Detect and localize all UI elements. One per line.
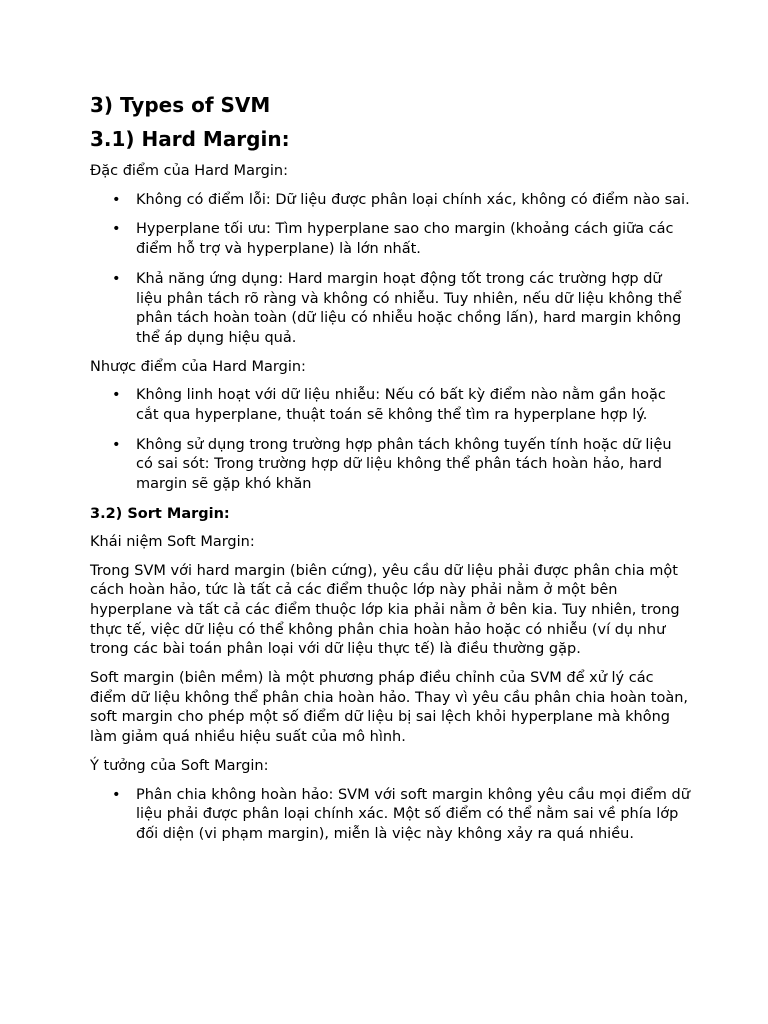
list-item: • Không linh hoạt với dữ liệu nhiễu: Nếu có bất kỳ điểm nào nằm gần hoặc cắt qua hyperplane, thuật toán sẽ không thể tìm ra hyperplane hợp lý.	[112, 387, 666, 424]
list-item: • Khả năng ứng dụng: Hard margin hoạt động tốt trong các trường hợp dữ liệu phân tách rõ ràng và không có nhiễu. Tuy nhiên, nếu dữ liệu không thể phân tách hoàn toàn (dữ liệu có nhiễu hoặc chồng lấn), hard margin không thể áp dụng hiệu quả.	[112, 270, 682, 346]
document-page	[90, 92, 690, 854]
soft-margin-paragraph-1: Trong SVM với hard margin (biên cứng), yêu cầu dữ liệu phải được phân chia một cách hoàn hảo, tức là tất cả các điểm thuộc lớp này phải nằm ở một bên hyperplane và tất cả các điểm thuộc lớp kia phải nằm ở bên kia. Tuy nhiên, trong thực tế, việc dữ liệu có thể không phân chia hoàn hảo hoặc có nhiễu (ví dụ như trong các bài toán phân loại với dữ liệu thực tế) là điều thường gặp.	[90, 562, 680, 658]
hard-margin-drawbacks-label: Nhược điểm của Hard Margin:	[90, 358, 306, 375]
soft-margin-ideas-list	[90, 786, 690, 845]
soft-margin-concept-label: Khái niệm Soft Margin:	[90, 533, 255, 550]
hard-margin-heading: 3.1) Hard Margin:	[90, 127, 290, 151]
hard-margin-features-label: Đặc điểm của Hard Margin:	[90, 163, 288, 179]
bullet-icon: •	[112, 436, 121, 453]
list-item: • Không có điểm lỗi: Dữ liệu được phân loại chính xác, không có điểm nào sai.	[90, 191, 690, 211]
hard-margin-features-list	[90, 191, 690, 349]
hard-margin-drawbacks-list	[90, 386, 690, 495]
bullet-icon: •	[112, 387, 121, 404]
soft-margin-idea-label: Ý tưởng của Soft Margin:	[90, 757, 269, 774]
bullet-icon: •	[112, 270, 121, 287]
section-heading: 3) Types of SVM	[90, 93, 271, 117]
bullet-icon: •	[112, 191, 121, 208]
list-item: • Hyperplane tối ưu: Tìm hyperplane sao cho margin (khoảng cách giữa các điểm hỗ trợ và hyperplane) là lớn nhất.	[112, 221, 674, 258]
list-item: • Phân chia không hoàn hảo: SVM với soft margin không yêu cầu mọi điểm dữ liệu phải được phân loại chính xác. Một số điểm có thể nằm sai về phía lớp đối diện (vi phạm margin), miễn là việc này không xảy ra quá nhiều.	[112, 786, 690, 842]
soft-margin-paragraph-2: Soft margin (biên mềm) là một phương pháp điều chỉnh của SVM để xử lý các điểm dữ liệu không thể phân chia hoàn hảo. Thay vì yêu cầu phân chia hoàn toàn, soft margin cho phép một số điểm dữ liệu bị sai lệch khỏi hyperplane mà không làm giảm quá nhiều hiệu suất của mô hình.	[90, 670, 689, 746]
bullet-icon: •	[112, 221, 121, 238]
list-item: • Không sử dụng trong trường hợp phân tách không tuyến tính hoặc dữ liệu có sai sót: Trong trường hợp dữ liệu không thể phân tách hoàn hảo, hard margin sẽ gặp khó khăn	[112, 436, 672, 493]
soft-margin-heading: 3.2) Sort Margin:	[90, 505, 230, 522]
bullet-icon: •	[112, 786, 121, 803]
